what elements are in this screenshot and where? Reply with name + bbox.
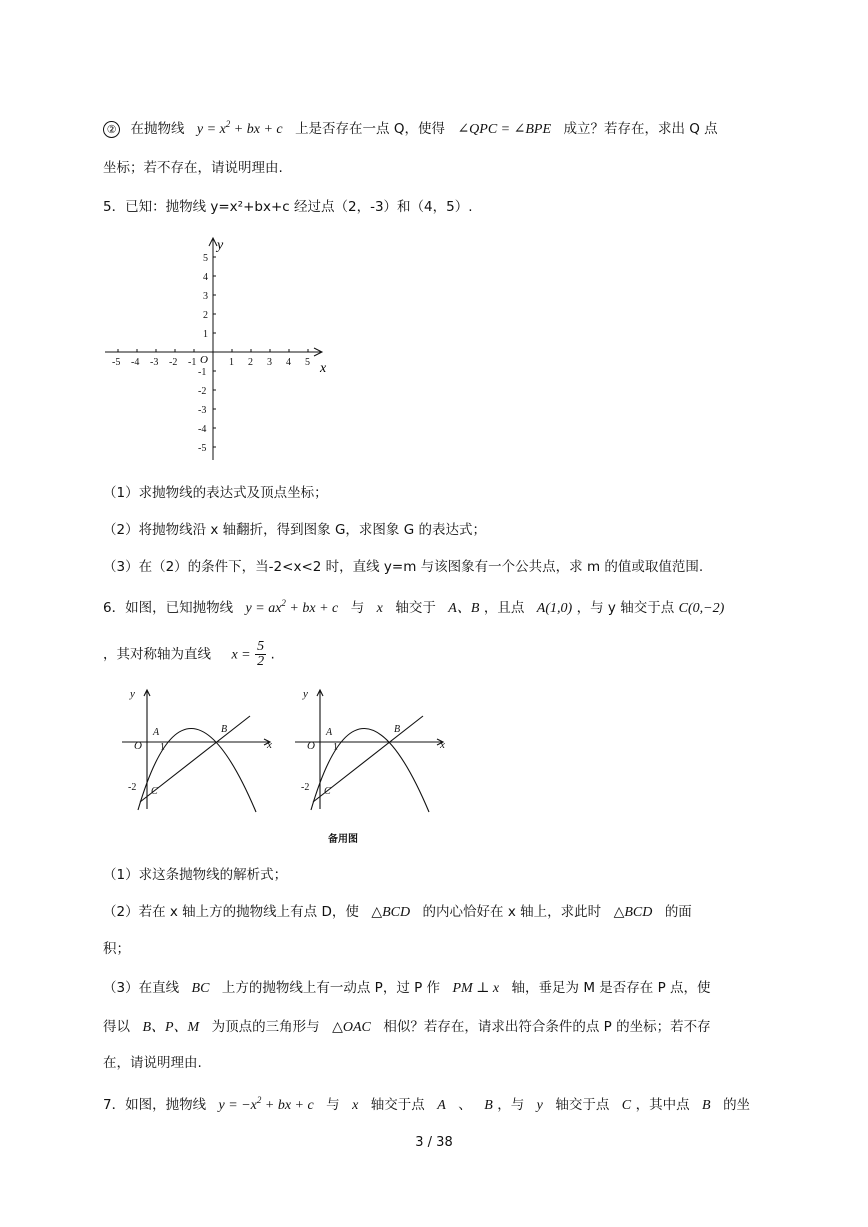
- q6-backup-caption: 备用图: [328, 834, 358, 845]
- q6-x-var: x: [376, 601, 383, 616]
- q7-point-b: B: [484, 1098, 493, 1113]
- q5-y-tick-label: 3: [203, 291, 208, 302]
- q6-stem-e: ，与 y 轴交于点: [576, 600, 675, 616]
- q7-stem-g: 的坐: [723, 1097, 751, 1113]
- q6-stem-line1: [103, 597, 724, 620]
- q6-fig2-x-label: x: [440, 739, 445, 751]
- q6-stem-line2: [103, 640, 275, 669]
- q7-stem-line1: [103, 1094, 750, 1117]
- q4-part2-line1: [103, 118, 718, 141]
- circled-two-marker: ②: [103, 121, 120, 138]
- q6-fig1-point-b: B: [221, 724, 228, 735]
- q7-point-a: A: [437, 1098, 446, 1113]
- q6-part3-b: 上方的抛物线上有一动点 P，过 P 作: [221, 980, 441, 996]
- q5-part1: （1）求抛物线的表达式及顶点坐标；: [103, 485, 328, 501]
- page-number: 3 / 38: [415, 1135, 453, 1150]
- q6-stem-d: ，且点: [483, 600, 525, 616]
- q6-part2-b: 的内心恰好在 x 轴上，求此时: [422, 904, 602, 920]
- q6-point-c: C(0,−2): [678, 601, 725, 616]
- q6-stem-g: .: [270, 646, 275, 663]
- q5-y-tick-label: 5: [203, 253, 208, 264]
- q6-stem-f: ，其对称轴为直线: [103, 646, 211, 663]
- q6-bc: BC: [191, 981, 210, 996]
- q5-y-tick-label: -5: [198, 443, 207, 454]
- q4-formula-parabola: $y = x^2$ + bx + c: [196, 119, 283, 137]
- q6-part2-d: 积；: [103, 941, 130, 957]
- q7-stem-c: 轴交于点: [370, 1097, 425, 1113]
- q4-text4: 坐标；若不存在，请说明理由.: [103, 160, 283, 176]
- q6-fig1-one: 1: [160, 742, 165, 753]
- q7-stem-d: ，与: [497, 1097, 525, 1113]
- q5-y-tick-label: -2: [198, 386, 207, 397]
- q6-part3-e: 为顶点的三角形与: [211, 1019, 320, 1035]
- q5-y-tick-label: -1: [198, 367, 207, 378]
- q5-x-tick-label: -4: [131, 357, 140, 368]
- q6-part2-a: （2）若在 x 轴上方的抛物线上有点 D，使: [103, 904, 359, 920]
- q6-stem-b: 与: [350, 600, 365, 616]
- q6-stem-c: 轴交于: [395, 600, 436, 616]
- q6-part3-a: （3）在直线: [103, 980, 180, 996]
- q5-x-tick-label: 3: [267, 357, 272, 368]
- q6-fig2-one: 1: [333, 742, 338, 753]
- q7-stem-e: 轴交于点: [555, 1097, 610, 1113]
- q6-fig1-origin: O: [134, 740, 142, 752]
- q5-y-tick-label: 2: [203, 310, 208, 321]
- q7-formula-parabola: $y = -x^2$ + bx + c: [218, 1095, 314, 1113]
- q6-part3-g: 在，请说明理由.: [103, 1055, 202, 1071]
- q6-fig1-point-a: A: [153, 727, 160, 738]
- q5-x-tick-label: 1: [229, 357, 234, 368]
- q6-tri-bcd-2: △BCD: [613, 905, 653, 920]
- q6-points-ab: A、B: [448, 601, 480, 616]
- q5-y-tick-label: 1: [203, 329, 208, 340]
- q5-x-tick-label: -2: [169, 357, 178, 368]
- q6-pm-perp: PM ⊥ x: [452, 981, 500, 996]
- q5-x-tick-label: 4: [286, 357, 291, 368]
- q4-text2: 上是否存在一点 Q，使得: [295, 121, 445, 137]
- q6-bpm: B、P、M: [142, 1020, 200, 1035]
- q4-text3: 成立？若存在，求出 Q 点: [563, 121, 718, 137]
- q7-stem-f: ，其中点: [635, 1097, 690, 1113]
- q7-stem-a: 7．如图，抛物线: [103, 1097, 207, 1113]
- q6-fig2-point-b: B: [394, 724, 401, 735]
- q5-x-tick-label: -1: [188, 357, 197, 368]
- q6-part3-c: 轴，垂足为 M 是否存在 P 点，使: [511, 980, 711, 996]
- q6-tri-bcd: △BCD: [371, 905, 411, 920]
- q7-y-var: y: [536, 1098, 543, 1113]
- q5-stem: 5．已知：抛物线 y=x²+bx+c 经过点（2，-3）和（4，5）.: [103, 199, 473, 215]
- q7-stem-b: 与: [326, 1097, 340, 1113]
- q6-fig2-point-a: A: [326, 727, 333, 738]
- q5-y-tick-label: -4: [198, 424, 207, 435]
- q6-fig1-point-c: C: [151, 786, 158, 797]
- q6-part3-f: 相似？若存在，请求出符合条件的点 P 的坐标；若不存: [383, 1019, 711, 1035]
- q6-parabola-curve: [138, 728, 256, 812]
- q6-axis-fraction: $\frac{5}{2}$: [257, 639, 265, 669]
- q5-x-tick-label: 5: [305, 357, 310, 368]
- q6-fig1-x-label: x: [267, 739, 272, 751]
- q6-stem-a: 6．如图，已知抛物线: [103, 600, 234, 616]
- q5-x-tick-label: -5: [112, 357, 121, 368]
- q6-fig2-origin: O: [307, 740, 315, 752]
- q6-part3-line2: [103, 1016, 711, 1039]
- q6-backup-parabola-curve: [311, 728, 429, 812]
- q5-y-tick-label: -3: [198, 405, 207, 416]
- q7-x-var: x: [352, 1098, 359, 1113]
- q5-part2: （2）将抛物线沿 x 轴翻折，得到图象 G，求图象 G 的表达式；: [103, 522, 486, 538]
- q6-fig2-neg2: -2: [301, 782, 310, 793]
- q7-sep: 、: [458, 1097, 472, 1113]
- q6-fig1-neg2: -2: [128, 782, 137, 793]
- q6-part2-c: 的面: [664, 904, 692, 920]
- q4-text1: 在抛物线: [130, 121, 185, 137]
- q6-fig2-point-c: C: [324, 786, 331, 797]
- q6-part3-line1: [103, 977, 711, 1000]
- q5-x-label: x: [320, 361, 327, 376]
- q5-part3: （3）在（2）的条件下，当-2<x<2 时，直线 y=m 与该图象有一个公共点，求 m 的值或取值范围.: [103, 559, 704, 575]
- q6-fig2-y-label: y: [303, 688, 308, 700]
- q7-point-b2: B: [702, 1098, 711, 1113]
- q5-y-label: y: [217, 238, 224, 253]
- q7-point-c: C: [621, 1098, 632, 1113]
- q6-point-a: A(1,0): [536, 601, 573, 616]
- q5-coordinate-grid: [100, 232, 332, 464]
- q6-part3-d: 得以: [103, 1019, 130, 1035]
- q6-formula-parabola: $y = ax^2$ + bx + c: [245, 598, 339, 616]
- q6-tri-oac: △OAC: [332, 1020, 371, 1035]
- q6-figure-backup: [283, 684, 453, 849]
- q4-formula-angle: ∠QPC = ∠BPE: [457, 122, 552, 137]
- q6-axis-lhs: x =: [231, 647, 251, 663]
- q6-figure-main: [110, 684, 280, 814]
- q5-x-tick-label: 2: [248, 357, 253, 368]
- q6-part1: （1）求这条抛物线的解析式；: [103, 867, 288, 883]
- q5-x-tick-label: -3: [150, 357, 159, 368]
- q6-part2-line1: [103, 901, 692, 924]
- q6-fig1-y-label: y: [130, 688, 135, 700]
- q5-origin-label: O: [200, 354, 208, 366]
- q5-y-tick-label: 4: [203, 272, 208, 283]
